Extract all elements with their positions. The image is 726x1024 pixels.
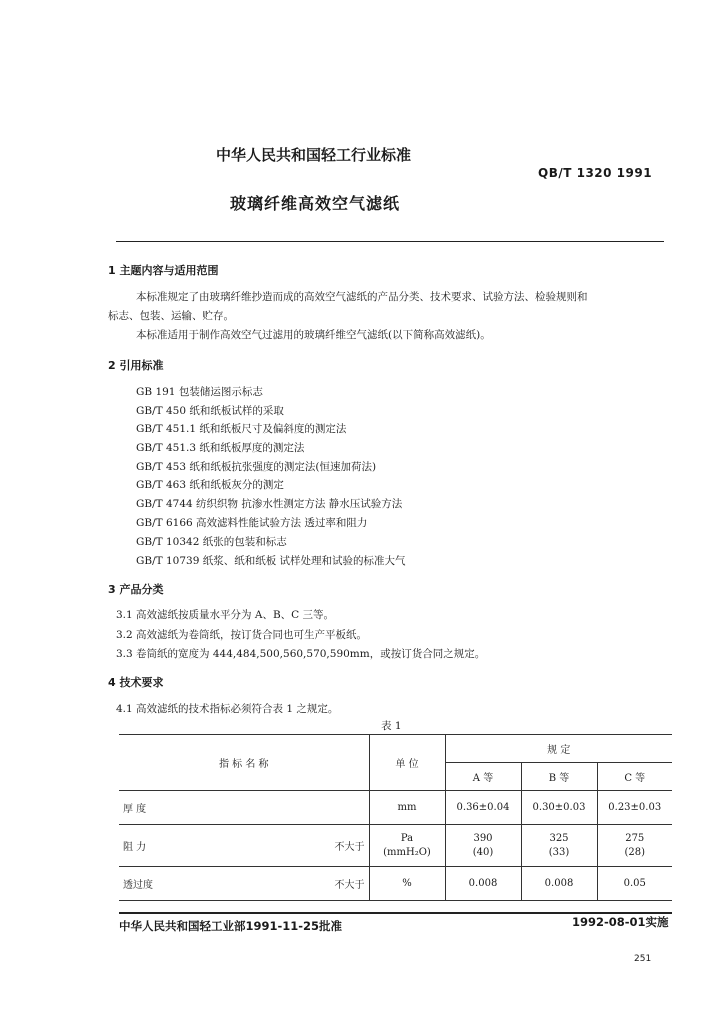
section-3-item: 3.3 卷筒纸的宽度为 444,484,500,560,570,590mm，或按订货合同之规定。	[116, 648, 486, 660]
section-2-title: 2 引用标准	[108, 359, 164, 372]
row-grade-b: 0.30±0.03	[521, 791, 597, 825]
table-row	[119, 867, 672, 901]
standard-number: QB/T 1320 1991	[538, 166, 653, 180]
section-1-title: 1 主题内容与适用范围	[108, 264, 219, 277]
page-number: 251	[634, 954, 652, 964]
reference-item: GB 191 包装储运图示标志	[136, 386, 263, 398]
header-indicator: 指 标 名 称	[119, 735, 369, 791]
org-title: 中华人民共和国轻工行业标准	[216, 146, 412, 164]
reference-item: GB/T 463 纸和纸板灰分的测定	[136, 479, 284, 491]
row-grade-b: 0.008	[521, 867, 597, 901]
reference-item: GB/T 10342 纸张的包装和标志	[136, 536, 287, 548]
row-name: 厚 度	[119, 791, 369, 825]
section-4-title: 4 技术要求	[108, 676, 164, 689]
spec-table	[119, 734, 672, 901]
reference-item: GB/T 10739 纸浆、纸和纸板 试样处理和试验的标准大气	[136, 555, 406, 567]
row-grade-c: 0.05	[597, 867, 672, 901]
section-3-item: 3.1 高效滤纸按质量水平分为 A、B、C 三等。	[116, 609, 335, 621]
row-unit: %	[369, 867, 445, 901]
section-1-para-1-line-2: 标志、包装、运输、贮存。	[108, 310, 234, 322]
document-title: 玻璃纤维高效空气滤纸	[230, 194, 401, 213]
table-caption: 表 1	[381, 720, 402, 732]
approval-note: 中华人民共和国轻工业部1991-11-25批准	[119, 919, 343, 933]
header-grade-b: B 等	[521, 763, 597, 791]
row-unit: mm	[369, 791, 445, 825]
reference-item: GB/T 450 纸和纸板试样的采取	[136, 405, 284, 417]
section-1-para-1-line-1: 本标准规定了由玻璃纤维抄造而成的高效空气滤纸的产品分类、技术要求、试验方法、检验规则和	[136, 291, 588, 303]
reference-item: GB/T 6166 高效滤料性能试验方法 透过率和阻力	[136, 517, 368, 529]
table-row	[119, 791, 672, 825]
header-spec: 规 定	[445, 735, 672, 763]
row-grade-c: 275 (28)	[597, 825, 672, 867]
section-3-title: 3 产品分类	[108, 583, 164, 596]
row-name: 阻 力 不大于	[119, 825, 369, 867]
row-grade-a: 0.008	[445, 867, 521, 901]
table-header-row	[119, 735, 672, 763]
section-4-item-1: 4.1 高效滤纸的技术指标必须符合表 1 之规定。	[116, 703, 339, 715]
reference-item: GB/T 451.3 纸和纸板厚度的测定法	[136, 442, 305, 454]
row-name: 透过度 不大于	[119, 867, 369, 901]
row-unit: Pa (mmH₂O)	[369, 825, 445, 867]
table-row	[119, 825, 672, 867]
header-grade-a: A 等	[445, 763, 521, 791]
row-grade-c: 0.23±0.03	[597, 791, 672, 825]
header-rule	[116, 241, 664, 242]
reference-item: GB/T 4744 纺织织物 抗渗水性测定方法 静水压试验方法	[136, 498, 403, 510]
row-grade-a: 390 (40)	[445, 825, 521, 867]
row-grade-a: 0.36±0.04	[445, 791, 521, 825]
reference-item: GB/T 453 纸和纸板抗张强度的测定法(恒速加荷法)	[136, 461, 377, 473]
section-1-para-2: 本标准适用于制作高效空气过滤用的玻璃纤维空气滤纸(以下简称高效滤纸)。	[136, 329, 491, 341]
effective-date: 1992-08-01实施	[572, 915, 669, 929]
header-grade-c: C 等	[597, 763, 672, 791]
row-grade-b: 325 (33)	[521, 825, 597, 867]
header-unit: 单 位	[369, 735, 445, 791]
reference-item: GB/T 451.1 纸和纸板尺寸及偏斜度的测定法	[136, 423, 347, 435]
section-3-item: 3.2 高效滤纸为卷筒纸，按订货合同也可生产平板纸。	[116, 629, 368, 641]
